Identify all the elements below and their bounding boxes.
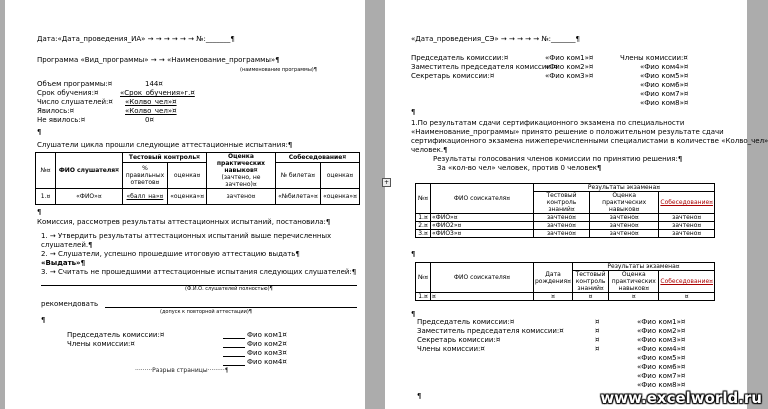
col-pct: % правильных ответов¤: [122, 162, 167, 188]
col-skills: Оценка практических навыков¤: [589, 192, 658, 214]
members-label: Члены комиссии:¤: [620, 54, 688, 62]
cell-test: зачтено¤: [534, 222, 590, 230]
bottom-deputy-label: Заместитель председателя комиссии:¤: [417, 327, 564, 335]
members-label: Члены комиссии:¤: [67, 340, 135, 348]
cell-interview: зачтено¤: [659, 222, 715, 230]
item-1-cont: слушателей.¶: [41, 241, 93, 249]
para-1d: человек.¶: [411, 146, 448, 154]
deputy-label: Заместитель председателя комиссии:¤: [411, 63, 558, 71]
cell-no: 1.¤: [416, 293, 431, 301]
present-value: «Колво_чел»¤: [125, 107, 177, 115]
col-test: Тестовый контроль¤: [122, 153, 206, 163]
col-skills-title: Оценка практических навыков¤: [216, 153, 266, 174]
sign-line: [223, 356, 245, 357]
bottom-members-label: Члены комиссии:¤: [417, 345, 485, 353]
present-label: Явилось:¤: [37, 107, 75, 115]
pilcrow: ¶: [411, 310, 416, 318]
site-watermark: www.excelworld.ru: [600, 389, 762, 407]
col-results: Результаты экзамена¤: [572, 263, 714, 271]
cell-test: зачтено¤: [534, 230, 590, 238]
fio-com5: «Фио ком5»¤: [640, 72, 689, 80]
fio-com2: «Фио ком2»¤: [545, 63, 594, 71]
fio-com8: «Фио ком8»¤: [640, 99, 689, 107]
cell-fio: «ФИО3»¤: [431, 230, 534, 238]
attestation-table: [35, 152, 360, 205]
date-line: «Дата_проведения_СЭ» → → → → → №:_______¶: [411, 35, 580, 43]
volume-value: 144¤: [145, 80, 163, 88]
cell-mark: ¤: [595, 336, 600, 344]
col-interview: Собеседование¤: [659, 271, 715, 293]
pilcrow: ¶: [37, 208, 42, 216]
col-grade2: оценка¤: [321, 162, 360, 188]
table-row[interactable]: [416, 230, 715, 238]
cell-ticket: «№билета»¤: [275, 189, 320, 205]
para-1b: «Наименование_программы» принято решение о положительном результате сдачи: [411, 128, 724, 136]
pilcrow: ¶: [417, 392, 422, 400]
chair-label: Председатель комиссии:¤: [67, 331, 165, 339]
results-table: [415, 183, 715, 238]
col-birth: Дата рождения¤: [534, 263, 573, 293]
col-skills: Оценка практических навыков¤: [609, 271, 659, 293]
pilcrow: ¶: [41, 316, 46, 324]
bottom-secretary-label: Секретарь комиссии:¤: [417, 336, 501, 344]
para-2: Результаты голосования членов комиссии по принятию решения:¶: [433, 155, 683, 163]
cell-mark: ¤: [595, 318, 600, 326]
fio-com3: Фио ком3¤: [247, 349, 287, 357]
volume-label: Объем программы:¤: [37, 80, 113, 88]
cell-grade: «оценка»¤: [168, 189, 207, 205]
sign-line: [223, 338, 245, 339]
pilcrow: ¶: [411, 108, 416, 116]
retake-hint: (допуск к повторной аттестации)¶: [160, 309, 252, 315]
para-1c: сертификационного экзамена нижеперечисленными специалистами в количестве «Колво_чел»: [411, 137, 768, 145]
count-value: «Колво_чел»¤: [125, 98, 177, 106]
chair-label: Председатель комиссии:¤: [411, 54, 509, 62]
cell-fio: «ФИО2»¤: [431, 222, 534, 230]
cell-skills: ¤: [609, 293, 659, 301]
cell-fio: ¤: [431, 293, 534, 301]
document-page-left[interactable]: [5, 0, 365, 409]
col-test: Тестовый контроль знаний¤: [534, 192, 590, 214]
count-label: Число слушателей:¤: [37, 98, 113, 106]
col-no: №¤: [36, 153, 56, 189]
bottom-fio-com8: «Фио ком8»¤: [637, 381, 686, 389]
absent-value: 0¤: [145, 116, 154, 124]
col-ticket: № билета¤: [275, 162, 320, 188]
table-row[interactable]: [416, 293, 715, 301]
item-3: 3. → Считать не прошедшими аттестационные испытания следующих слушателей:¶: [41, 268, 357, 276]
fio-hint: (Ф.И.О. слушателей полностью)¶: [185, 286, 273, 292]
bottom-fio-com6: «Фио ком6»¤: [637, 363, 686, 371]
cell-skills: зачтено¤: [589, 230, 658, 238]
bottom-fio-com7: «Фио ком7»¤: [637, 372, 686, 380]
cell-no: 3.¤: [416, 230, 431, 238]
col-fio: ФИО слушателя¤: [56, 153, 123, 189]
recommend-label: рекомендовать: [41, 300, 99, 308]
absent-label: Не явилось:¤: [37, 116, 86, 124]
recommend-underline: [105, 307, 357, 308]
cell-skills: зачтено¤: [589, 222, 658, 230]
col-interview: Собеседование¤: [275, 153, 359, 163]
col-fio: ФИО соискателя¤: [431, 184, 534, 214]
table-move-handle[interactable]: +: [383, 179, 390, 186]
page-break-marker: ·········Разрыв страницы·········¶: [135, 367, 229, 374]
bottom-fio-com2: «Фио ком2»¤: [637, 327, 686, 335]
document-page-right[interactable]: [383, 0, 768, 409]
fio-com2: Фио ком2¤: [247, 340, 287, 348]
col-fio: ФИО соискателя¤: [431, 263, 534, 293]
date-line: Дата:«Дата_проведения_ИА» → → → → → → №:_______¶: [37, 35, 235, 43]
cell-grade2: «оценка»¤: [321, 189, 360, 205]
col-results: Результаты экзамена¤: [534, 184, 715, 192]
fio-com6: «Фио ком6»¤: [640, 81, 689, 89]
issue-label: «Выдать»¶: [41, 259, 86, 267]
cell-skills: зачтено¤: [589, 214, 658, 222]
bottom-fio-com1: «Фио ком1»¤: [637, 318, 686, 326]
table-row[interactable]: [416, 222, 715, 230]
cell-birth: ¤: [534, 293, 573, 301]
item-2: 2. → Слушатели, успешно прошедшие итоговую аттестацию выдать¶: [41, 250, 300, 258]
bottom-fio-com5: «Фио ком5»¤: [637, 354, 686, 362]
cell-no: 2.¤: [416, 222, 431, 230]
col-no: №¤: [416, 184, 431, 214]
cell-interview: зачтено¤: [659, 214, 715, 222]
fio-com1: «Фио ком1»¤: [545, 54, 594, 62]
cell-pct: «балл_на»¤: [122, 189, 167, 205]
fio-com7: «Фио ком7»¤: [640, 90, 689, 98]
table-row[interactable]: [36, 189, 360, 205]
cell-mark: ¤: [595, 345, 600, 353]
para-3: За «кол-во чел» человек, против 0 человек¶: [437, 164, 602, 172]
applicants-table: [415, 262, 715, 301]
cell-mark: ¤: [595, 327, 600, 335]
cell-fio: «ФИО»¤: [431, 214, 534, 222]
cell-fio: «ФИО»¤: [56, 189, 123, 205]
col-skills: [207, 153, 276, 189]
cell-skills: зачтено¤: [207, 189, 276, 205]
term-label: Срок обучения:¤: [37, 89, 99, 97]
item-1: 1. → Утвердить результаты аттестационных испытаний выше перечисленных: [41, 232, 332, 240]
program-line: Программа «Вид_программы» → → «Наименование_программы»¶: [37, 56, 280, 64]
col-grade: оценка¤: [168, 162, 207, 188]
listeners-heading: Слушатели цикла прошли следующие аттестационные испытания:¶: [37, 141, 293, 149]
cell-interview: ¤: [659, 293, 715, 301]
cell-test: зачтено¤: [534, 214, 590, 222]
sign-line: [223, 347, 245, 348]
secretary-label: Секретарь комиссии:¤: [411, 72, 495, 80]
col-test: Тестовый контроль знаний¤: [572, 271, 608, 293]
fio-com1: Фио ком1¤: [247, 331, 287, 339]
program-hint: (наименование программы)¶: [240, 67, 317, 73]
fio-com4: Фио ком4¤: [247, 358, 287, 366]
fio-com3: «Фио ком3»¤: [545, 72, 594, 80]
sign-line: [223, 365, 245, 366]
cell-test: ¤: [572, 293, 608, 301]
col-no: №¤: [416, 263, 431, 293]
cell-no: 1.¤: [416, 214, 431, 222]
commission-line: Комиссия, рассмотрев результаты аттестационных испытаний, постановила:¶: [37, 218, 331, 226]
bottom-fio-com3: «Фио ком3»¤: [637, 336, 686, 344]
fio-com4: «Фио ком4»¤: [640, 63, 689, 71]
pilcrow: ¶: [37, 128, 42, 136]
bottom-fio-com4: «Фио ком4»¤: [637, 345, 686, 353]
bottom-chair-label: Председатель комиссии:¤: [417, 318, 515, 326]
col-interview: Собеседование¤: [659, 192, 715, 214]
pilcrow: ¶: [411, 250, 416, 258]
cell-no: 1.¤: [36, 189, 56, 205]
para-1a: 1.По результатам сдачи сертификационного экзамена по специальности: [411, 119, 685, 127]
table-row[interactable]: [416, 214, 715, 222]
cell-interview: зачтено¤: [659, 230, 715, 238]
col-skills-note: (зачтено, не зачтено)¤: [221, 174, 261, 188]
term-value: «Срок_обучения»г.¤: [120, 89, 195, 97]
